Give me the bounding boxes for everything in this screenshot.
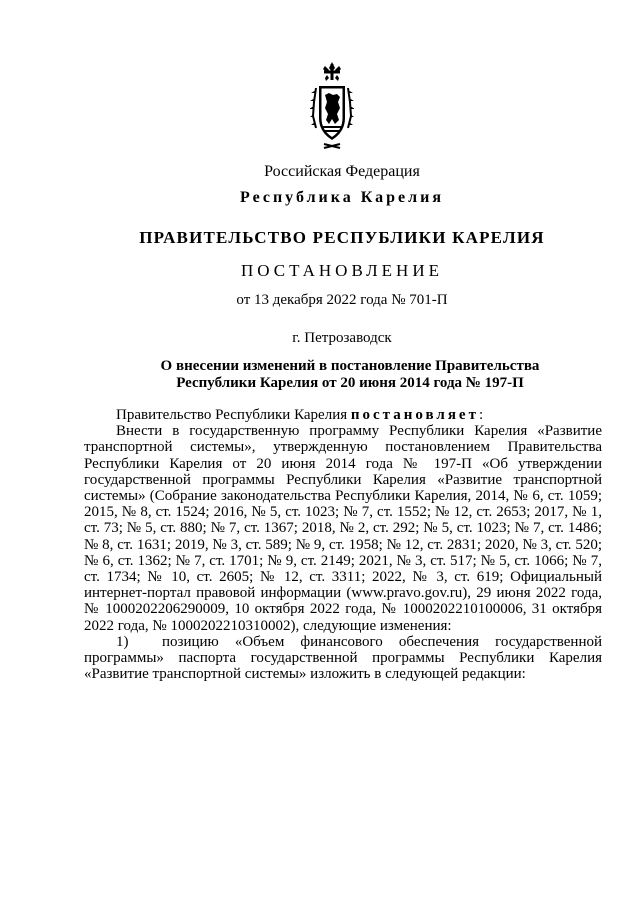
document-date-number: от 13 декабря 2022 года № 701-П — [236, 292, 448, 308]
intro-paragraph — [84, 407, 602, 423]
document-type: ПОСТАНОВЛЕНИЕ — [240, 261, 443, 280]
republic-name: Республика Карелия — [240, 189, 444, 206]
subject-line-2: Республики Карелия от 20 июня 2014 года № 197-П — [176, 375, 524, 391]
main-paragraph: Внести в государственную программу Республики Карелия «Развитие транспортной системы», утвержденную постановлением Правительства Республики Карелия от 20 июня 2014 года № 197-П «Об утверждении государственной программы Республики Карелия «Развитие транспортной системы» (Собрание законодательства Республики Карелия, 2014, № 6, ст. 1059; 2015, № 8, ст. 1524; 2016, № 5, ст. 1023; № 7, ст. 1552; № 12, ст. 2653; 2017, № 1, ст. 73; № 5, ст. 880; № 7, ст. 1367; 2018, № 2, ст. 292; № 5, ст. 1023; № 7, ст. 1486; № 8, ст. 1631; 2019, № 3, ст. 589; № 9, ст. 1958; № 12, ст. 2831; 2020, № 3, ст. 520; № 6, ст. 1362; № 7, ст. 1701; № 9, ст. 2149; 2021, № 3, ст. 517; № 5, ст. 1066; № 7, ст. 1734; № 10, ст. 2605; № 12, ст. 3311; 2022, № 3, ст. 619; Официальный интернет-портал правовой информации (www.pravo.gov.ru), 29 июня 2022 года, № 1000202206290009, 10 октября 2022 года, № 1000202210100006, 31 октября 2022 года, № 1000202210310002), следующие изменения: — [84, 423, 602, 634]
item-text: позицию «Объем финансового обеспечения государственной программы» паспорта государственной программы Республики Карелия «Развитие транспортной системы» изложить в следующей редакции: — [84, 633, 602, 683]
intro-suffix: : — [478, 407, 484, 423]
intro-prefix: Правительство Республики Карелия — [116, 407, 348, 423]
document-body — [84, 407, 602, 682]
document-subject — [160, 358, 540, 392]
item-number: 1) — [116, 633, 129, 650]
subject-line-1: О внесении изменений в постановление Правительства — [160, 358, 540, 374]
government-title: ПРАВИТЕЛЬСТВО РЕСПУБЛИКИ КАРЕЛИЯ — [139, 228, 545, 247]
intro-verb: постановляет — [350, 407, 479, 423]
document-city: г. Петрозаводск — [292, 330, 392, 346]
country-name: Российская Федерация — [264, 163, 420, 180]
list-item — [84, 634, 602, 683]
coat-of-arms-icon — [310, 62, 354, 150]
